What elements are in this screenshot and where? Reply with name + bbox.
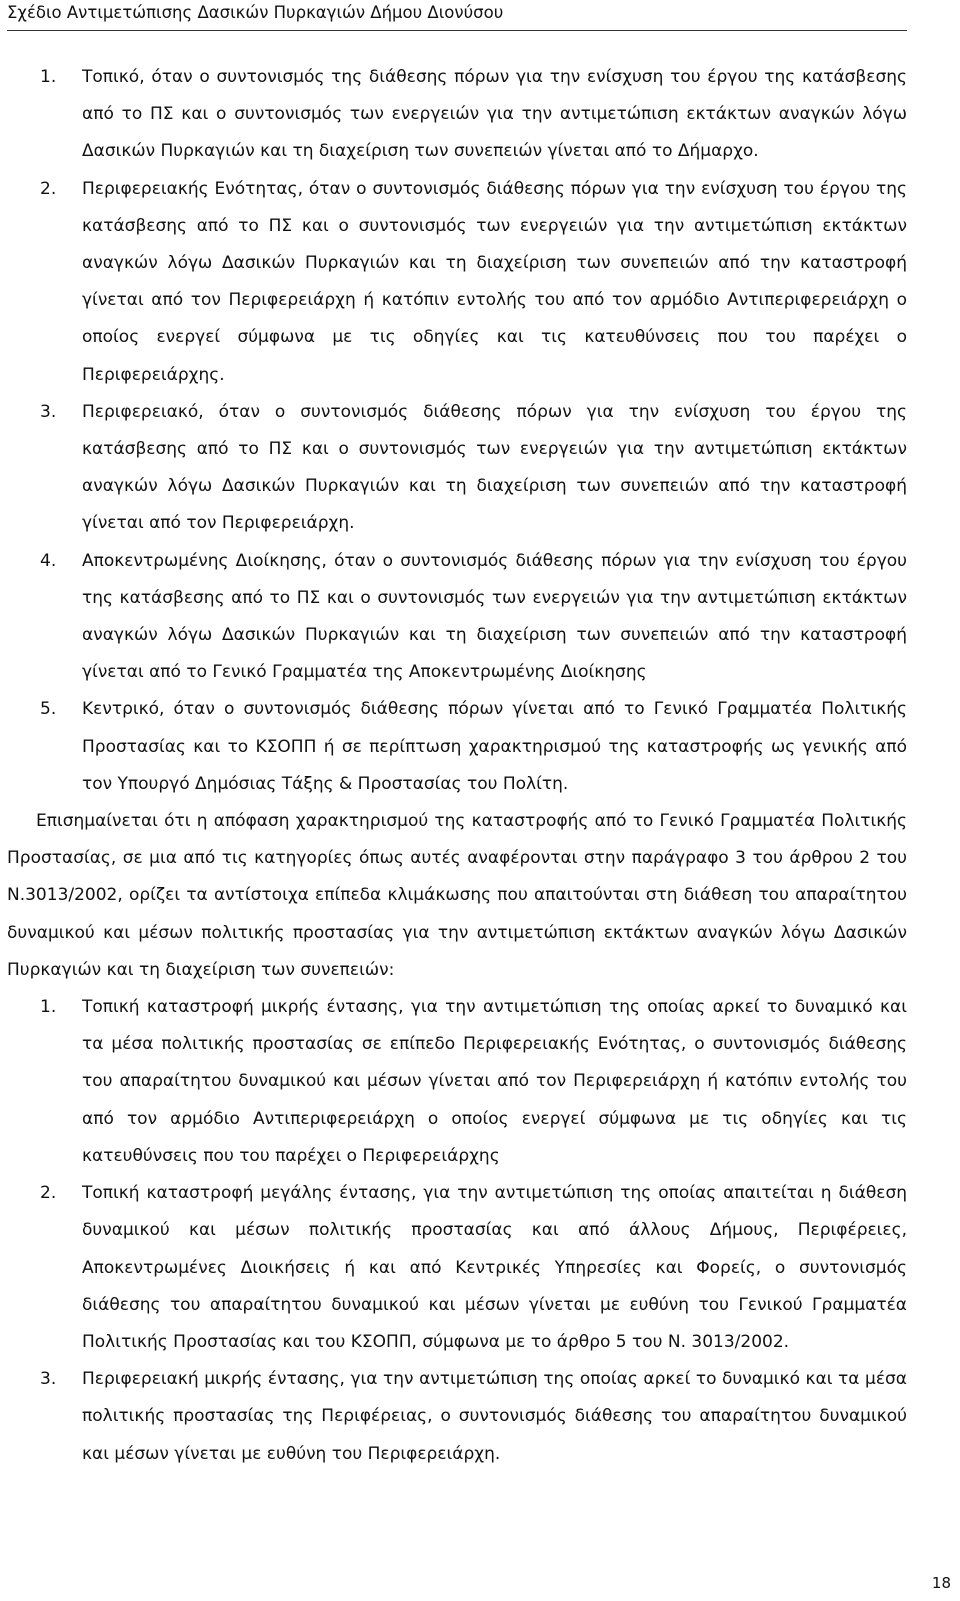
list-item — [7, 989, 907, 1175]
list-item-number: 1. — [40, 67, 57, 87]
list-item-number: 1. — [40, 997, 57, 1018]
list-item — [7, 59, 907, 171]
list-item-number: 5. — [40, 699, 57, 720]
list-item-number: 2. — [40, 1183, 57, 1204]
list-item-text: Περιφερειακή μικρής έντασης, για την αντιμετώπιση της οποίας αρκεί το δυναμικό και τα μέσα πολιτικής προστασίας της Περιφέρειας, ο συντονισμός διάθεσης του απαραίτητου δυναμικού και μέσων γίνεται με ευθύνη του Περιφερειάρχη. — [82, 1369, 907, 1464]
list-item-text: Περιφερειακής Ενότητας, όταν ο συντονισμός διάθεσης πόρων για την ενίσχυση του έργου της κατάσβεσης από το ΠΣ και ο συντονισμός των ενεργειών για την αντιμετώπιση εκτάκτων αναγκών λόγω Δασικών Πυρκαγιών και τη διαχείριση των συνεπειών από την καταστροφή γίνεται από τον Περιφερειάρχη ή κατόπιν εντολής του από τον αρμόδιο Αντιπεριφερειάρχη ο οποίος ενεργεί σύμφωνα με τις οδηγίες και τις κατευθύνσεις που του παρέχει ο Περιφερειάρχης. — [82, 178, 907, 385]
list-item-number: 2. — [40, 178, 57, 199]
list-item — [7, 543, 907, 692]
list-item-number: 4. — [40, 550, 57, 571]
list-item — [7, 691, 907, 803]
coordination-levels-list — [7, 59, 907, 803]
page-number: 18 — [931, 1574, 951, 1592]
list-item — [7, 171, 907, 394]
body-paragraph: Επισημαίνεται ότι η απόφαση χαρακτηρισμού της καταστροφής από το Γενικό Γραμματέα Πολιτικής Προστασίας, σε μια από τις κατηγορίες όπως αυτές αναφέρονται στην παράγραφο 3 του άρθρου 2 του Ν.3013/2002, ορίζει τα αντίστοιχα επίπεδα κλιμάκωσης που απαιτούνται στη διάθεση του απαραίτητου δυναμικού και μέσων πολιτικής προστασίας για την αντιμετώπιση εκτάκτων αναγκών λόγω Δασικών Πυρκαγιών και τη διαχείριση των συνεπειών: — [7, 811, 907, 980]
list-item-text: Περιφερειακό, όταν ο συντονισμός διάθεσης πόρων για την ενίσχυση του έργου της κατάσβεσης από το ΠΣ και ο συντονισμός των ενεργειών για την αντιμετώπιση εκτάκτων αναγκών λόγω Δασικών Πυρκαγιών και τη διαχείριση των συνεπειών από την καταστροφή γίνεται από τον Περιφερειάρχη. — [82, 401, 907, 534]
page-header — [7, 0, 907, 31]
list-item — [7, 1175, 907, 1361]
list-item — [7, 1361, 907, 1473]
list-item-number: 3. — [40, 401, 57, 422]
list-item-number: 3. — [40, 1369, 57, 1390]
document-title: Σχέδιο Αντιμετώπισης Δασικών Πυρκαγιών Δήμου Διονύσου — [7, 3, 504, 22]
disaster-categories-list — [7, 989, 907, 1473]
list-item-text: Τοπική καταστροφή μεγάλης έντασης, για την αντιμετώπιση της οποίας απαιτείται η διάθεση δυναμικού και μέσων πολιτικής προστασίας και από άλλους Δήμους, Περιφέρειες, Αποκεντρωμένες Διοικήσεις ή και από Κεντρικές Υπηρεσίες και Φορείς, ο συντονισμός διάθεσης του απαραίτητου δυναμικού και μέσων γίνεται με ευθύνη του Γενικού Γραμματέα Πολιτικής Προστασίας και του ΚΣΟΠΠ, σύμφωνα με το άρθρο 5 του Ν. 3013/2002. — [82, 1183, 907, 1352]
list-item-text: Τοπικό, όταν ο συντονισμός της διάθεσης πόρων για την ενίσχυση του έργου της κατάσβεσης από το ΠΣ και ο συντονισμός των ενεργειών για την αντιμετώπιση εκτάκτων αναγκών λόγω Δασικών Πυρκαγιών και τη διαχείριση των συνεπειών γίνεται από το Δήμαρχο. — [82, 67, 907, 162]
document-body — [7, 59, 907, 1473]
list-item-text: Κεντρικό, όταν ο συντονισμός διάθεσης πόρων γίνεται από το Γενικό Γραμματέα Πολιτικής Προστασίας και το ΚΣΟΠΠ ή σε περίπτωση χαρακτηρισμού της καταστροφής ως γενικής από τον Υπουργό Δημόσιας Τάξης & Προστασίας του Πολίτη. — [82, 699, 907, 794]
list-item — [7, 394, 907, 543]
list-item-text: Αποκεντρωμένης Διοίκησης, όταν ο συντονισμός διάθεσης πόρων για την ενίσχυση του έργου της κατάσβεσης από το ΠΣ και ο συντονισμός των ενεργειών για την αντιμετώπιση εκτάκτων αναγκών λόγω Δασικών Πυρκαγιών και τη διαχείριση των συνεπειών από την καταστροφή γίνεται από το Γενικό Γραμματέα της Αποκεντρωμένης Διοίκησης — [82, 550, 907, 683]
list-item-text: Τοπική καταστροφή μικρής έντασης, για την αντιμετώπιση της οποίας αρκεί το δυναμικό και τα μέσα πολιτικής προστασίας σε επίπεδο Περιφερειακής Ενότητας, ο συντονισμός διάθεσης του απαραίτητου δυναμικού και μέσων γίνεται από τον Περιφερειάρχη ή κατόπιν εντολής του από τον αρμόδιο Αντιπεριφερειάρχη ο οποίος ενεργεί σύμφωνα με τις οδηγίες και τις κατευθύνσεις που του παρέχει ο Περιφερειάρχης — [82, 997, 907, 1166]
